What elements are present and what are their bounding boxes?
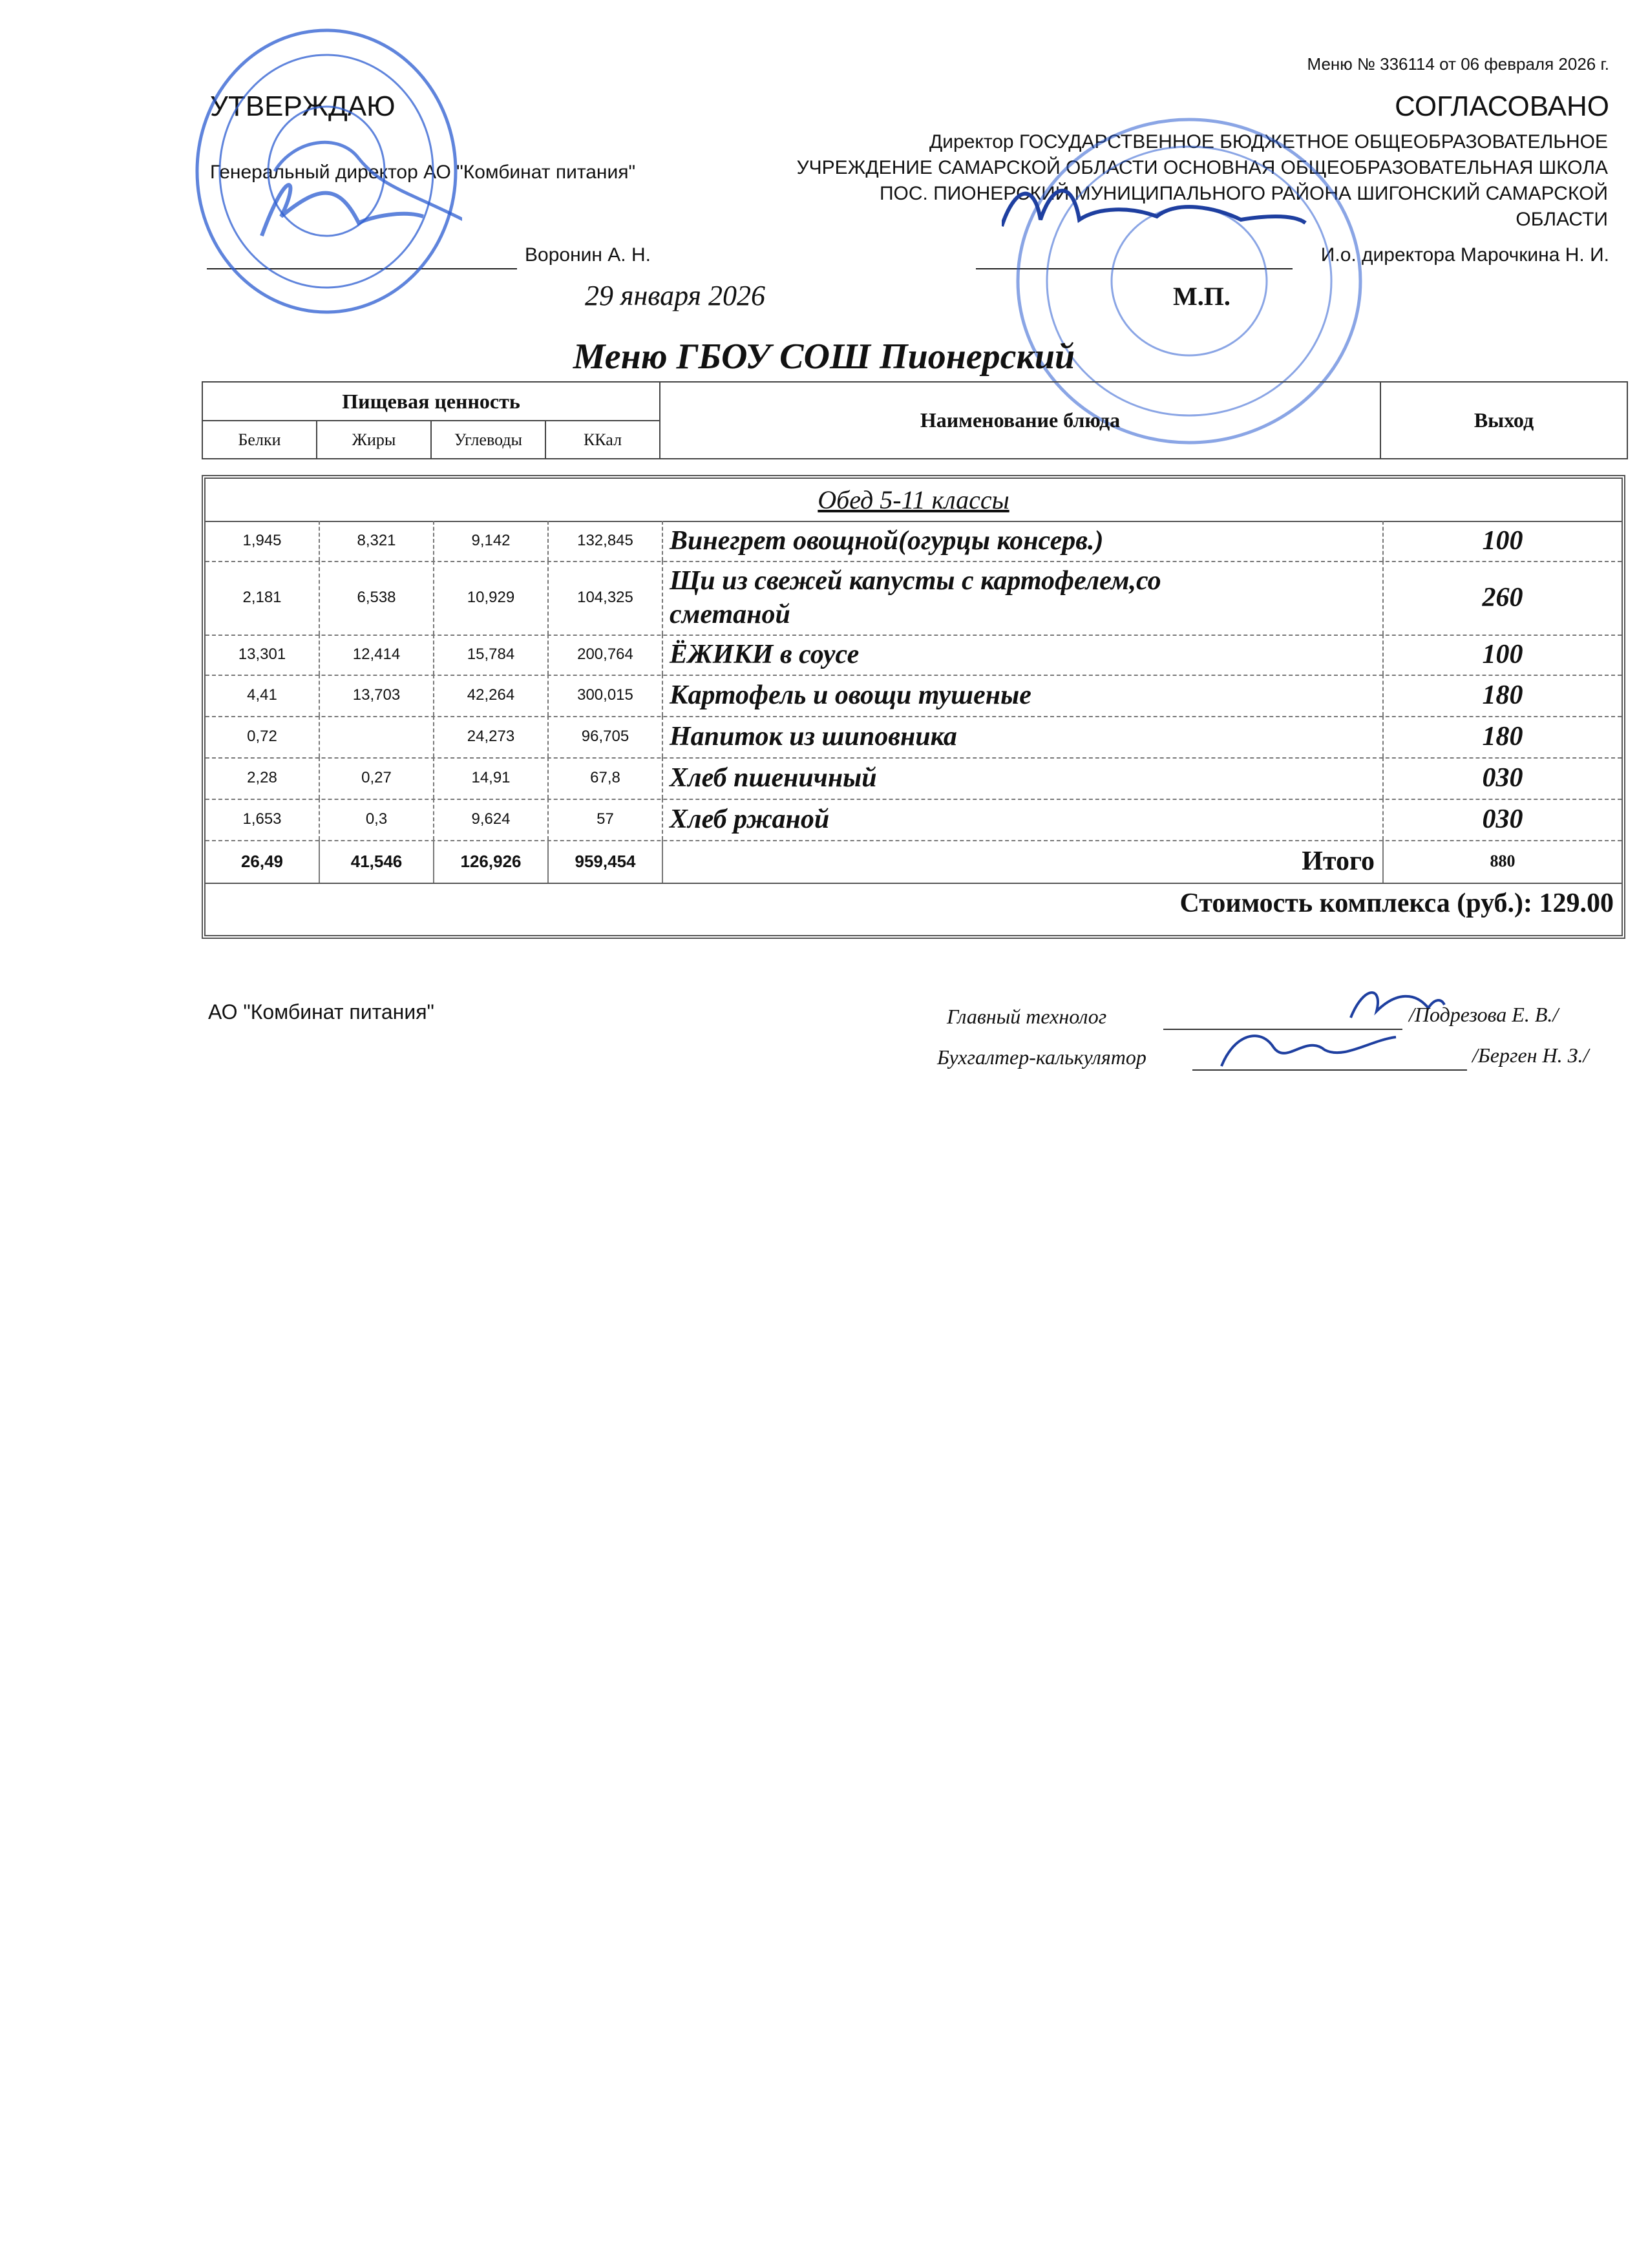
cell-fat: 8,321 xyxy=(320,521,434,561)
total-carbs: 126,926 xyxy=(434,840,549,883)
cost-row: Стоимость комплекса (руб.): 129.00 xyxy=(1179,888,1614,918)
cell-carbs: 9,142 xyxy=(434,521,549,561)
approve-title: УТВЕРЖДАЮ xyxy=(210,90,396,122)
cell-protein: 13,301 xyxy=(206,635,320,675)
cell-carbs: 10,929 xyxy=(434,561,549,635)
technologist-label: Главный технолог xyxy=(947,1005,1107,1028)
total-protein: 26,49 xyxy=(206,840,320,883)
cell-kcal: 300,015 xyxy=(549,675,663,716)
cell-protein: 1,945 xyxy=(206,521,320,561)
cell-carbs: 42,264 xyxy=(434,675,549,716)
table-row xyxy=(206,716,1622,759)
cell-fat: 0,3 xyxy=(320,799,434,840)
agreed-position: Директор ГОСУДАРСТВЕННОЕ БЮДЖЕТНОЕ ОБЩЕОБРАЗОВАТЕЛЬНОЕ УЧРЕЖДЕНИЕ САМАРСКОЙ ОБЛАСТИ ОСНОВНАЯ ОБЩЕОБРАЗОВАТЕЛЬНАЯ ШКОЛА ПОС. ПИОНЕРСКИЙ МУНИЦИПАЛЬНОГО РАЙОНА ШИГОНСКИЙ САМАРСКОЙ ОБЛАСТИ xyxy=(796,131,1608,230)
total-fat: 41,546 xyxy=(320,840,434,883)
approve-position: Генеральный директор АО "Комбинат питания" xyxy=(210,162,636,183)
cell-output: 260 xyxy=(1482,583,1523,613)
total-output: 880 xyxy=(1490,852,1516,870)
cell-fat: 12,414 xyxy=(320,635,434,675)
table-row xyxy=(206,675,1622,717)
nutrition-header: Пищевая ценность xyxy=(203,383,660,421)
col-kcal: ККал xyxy=(546,421,660,458)
cell-output: 180 xyxy=(1482,680,1523,710)
cell-dish: Хлеб пшеничный xyxy=(663,757,1384,799)
cell-kcal: 200,764 xyxy=(549,635,663,675)
cell-dish: Щи из свежей капусты с картофелем,со сметаной xyxy=(663,561,1384,635)
cell-carbs: 9,624 xyxy=(434,799,549,840)
cell-kcal: 96,705 xyxy=(549,716,663,757)
cell-dish: Картофель и овощи тушеные xyxy=(663,675,1384,716)
cell-kcal: 57 xyxy=(549,799,663,840)
table-row xyxy=(206,521,1622,562)
accountant-signature-line xyxy=(1192,1069,1467,1071)
document-title: Меню ГБОУ СОШ Пионерский xyxy=(573,337,1075,377)
total-row xyxy=(206,840,1622,884)
col-fat: Жиры xyxy=(317,421,432,458)
cell-dish: Напиток из шиповника xyxy=(663,716,1384,757)
cell-fat: 0,27 xyxy=(320,757,434,799)
table-row xyxy=(206,799,1622,841)
approve-date: 29 января 2026 xyxy=(585,280,765,311)
cell-kcal: 67,8 xyxy=(549,757,663,799)
dish-header: Наименование блюда xyxy=(660,383,1381,458)
agreed-title: СОГЛАСОВАНО xyxy=(1395,90,1609,122)
cell-carbs: 14,91 xyxy=(434,757,549,799)
footer-company: АО "Комбинат питания" xyxy=(208,1000,434,1024)
technologist-signature-line xyxy=(1163,1029,1402,1030)
cell-fat: 6,538 xyxy=(320,561,434,635)
section-title: Обед 5-11 классы xyxy=(206,479,1622,522)
table-header xyxy=(202,381,1628,459)
cell-output: 180 xyxy=(1482,722,1523,751)
cell-output: 100 xyxy=(1482,526,1523,556)
company-stamp xyxy=(191,23,462,326)
total-kcal: 959,454 xyxy=(549,840,663,883)
col-protein: Белки xyxy=(203,421,317,458)
approve-name: Воронин А. Н. xyxy=(525,244,651,266)
technologist-name: /Подрезова Е. В./ xyxy=(1409,1003,1559,1026)
cell-carbs: 24,273 xyxy=(434,716,549,757)
cell-dish: Винегрет овощной(огурцы консерв.) xyxy=(663,521,1384,561)
seal-place-label: М.П. xyxy=(1173,282,1231,311)
output-header: Выход xyxy=(1474,408,1534,432)
col-carbs: Углеводы xyxy=(432,421,546,458)
table-row xyxy=(206,757,1622,800)
cell-protein: 2,28 xyxy=(206,757,320,799)
cell-protein: 2,181 xyxy=(206,561,320,635)
table-row xyxy=(206,635,1622,676)
table-row xyxy=(206,561,1622,636)
cell-fat xyxy=(320,716,434,757)
cell-output: 030 xyxy=(1482,763,1523,793)
menu-table xyxy=(202,475,1625,939)
accountant-label: Бухгалтер-калькулятор xyxy=(937,1045,1146,1069)
cell-kcal: 132,845 xyxy=(549,521,663,561)
cell-output: 100 xyxy=(1482,640,1523,669)
accountant-name: /Берген Н. З./ xyxy=(1472,1044,1589,1067)
cell-dish: ЁЖИКИ в соусе xyxy=(663,635,1384,675)
cell-dish: Хлеб ржаной xyxy=(663,799,1384,840)
cell-protein: 1,653 xyxy=(206,799,320,840)
cell-protein: 0,72 xyxy=(206,716,320,757)
agreed-name: И.о. директора Марочкина Н. И. xyxy=(1320,244,1609,266)
cell-fat: 13,703 xyxy=(320,675,434,716)
cell-output: 030 xyxy=(1482,804,1523,834)
cell-protein: 4,41 xyxy=(206,675,320,716)
menu-number: Меню № 336114 от 06 февраля 2026 г. xyxy=(1307,54,1609,74)
total-label: Итого xyxy=(663,840,1384,883)
cell-kcal: 104,325 xyxy=(549,561,663,635)
cell-carbs: 15,784 xyxy=(434,635,549,675)
